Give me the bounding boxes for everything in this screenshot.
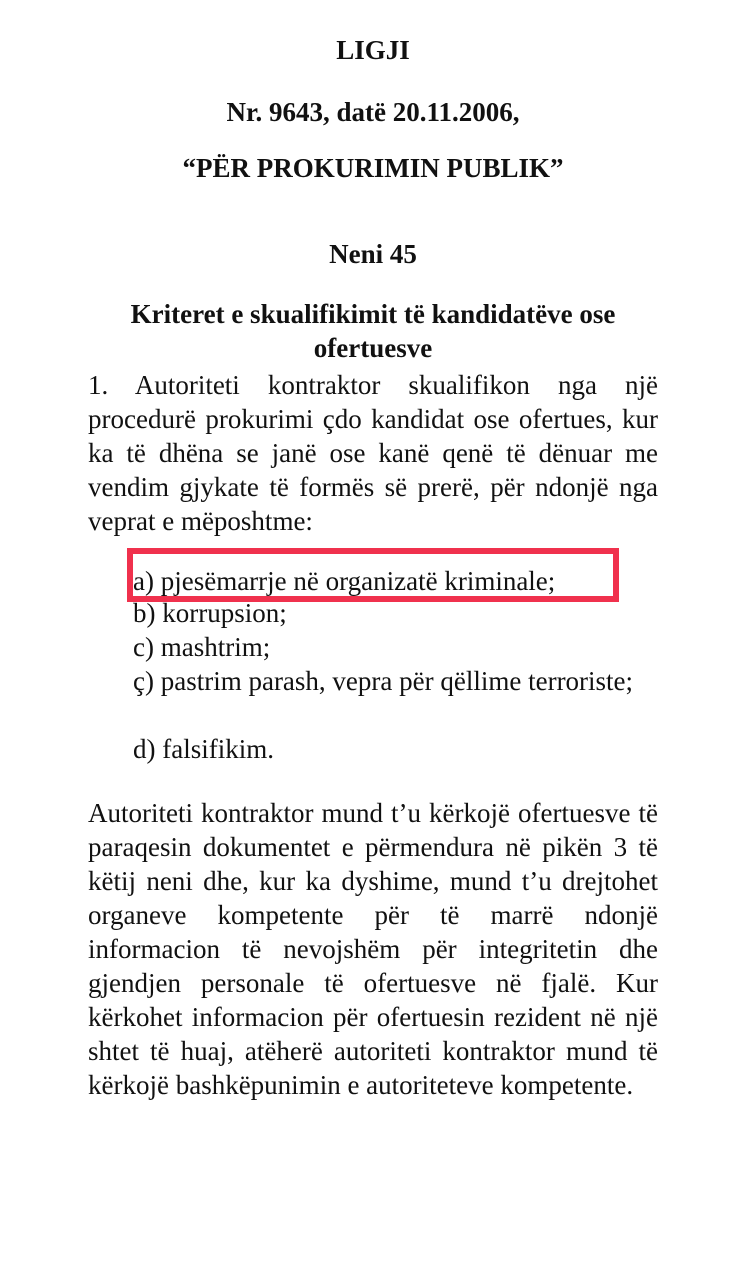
list-item: b) korrupsion; [133, 598, 287, 628]
list-item: d) falsifikim. [133, 734, 274, 764]
highlight-annotation-box [127, 548, 619, 602]
list-item: a) pjesëmarrje në organizatë kriminale; [133, 566, 556, 596]
list-item: c) mashtrim; [133, 632, 271, 662]
article-heading: Kriteret e skualifikimit të kandidatëve ose ofertuesve [130, 299, 616, 363]
law-number: Nr. 9643, datë 20.11.2006, [226, 97, 520, 127]
article-paragraph-2: Autoriteti kontraktor mund t’u kërkojë ofertuesve të paraqesin dokumentet e përmendura në pikën 3 të këtij neni dhe, kur ka dyshime, mund t’u drejtohet organeve kompetente për të marrë ndonjë informacion të nevojshëm për integritetin dhe gjendjen personale të ofertuesve në fjalë. Kur kërkohet informacion për ofertuesin rezident në një shtet të huaj, atëherë autoriteti kontraktor mund të kërkojë bashkëpunimin e autoriteteve kompetente. [88, 798, 658, 1100]
list-item: ç) pastrim parash, vepra për qëllime terroriste; [133, 666, 634, 696]
law-type: LIGJI [336, 35, 410, 65]
article-paragraph-1: 1. Autoriteti kontraktor skualifikon nga një procedurë prokurimi çdo kandidat ose ofertues, kur ka të dhëna se janë ose kanë qenë të dënuar me vendim gjykate të formës së prerë, për ndonjë nga veprat e mëposhtme: [88, 370, 658, 536]
article-number: Neni 45 [329, 239, 417, 269]
law-title: “PËR PROKURIMIN PUBLIK” [182, 153, 564, 183]
